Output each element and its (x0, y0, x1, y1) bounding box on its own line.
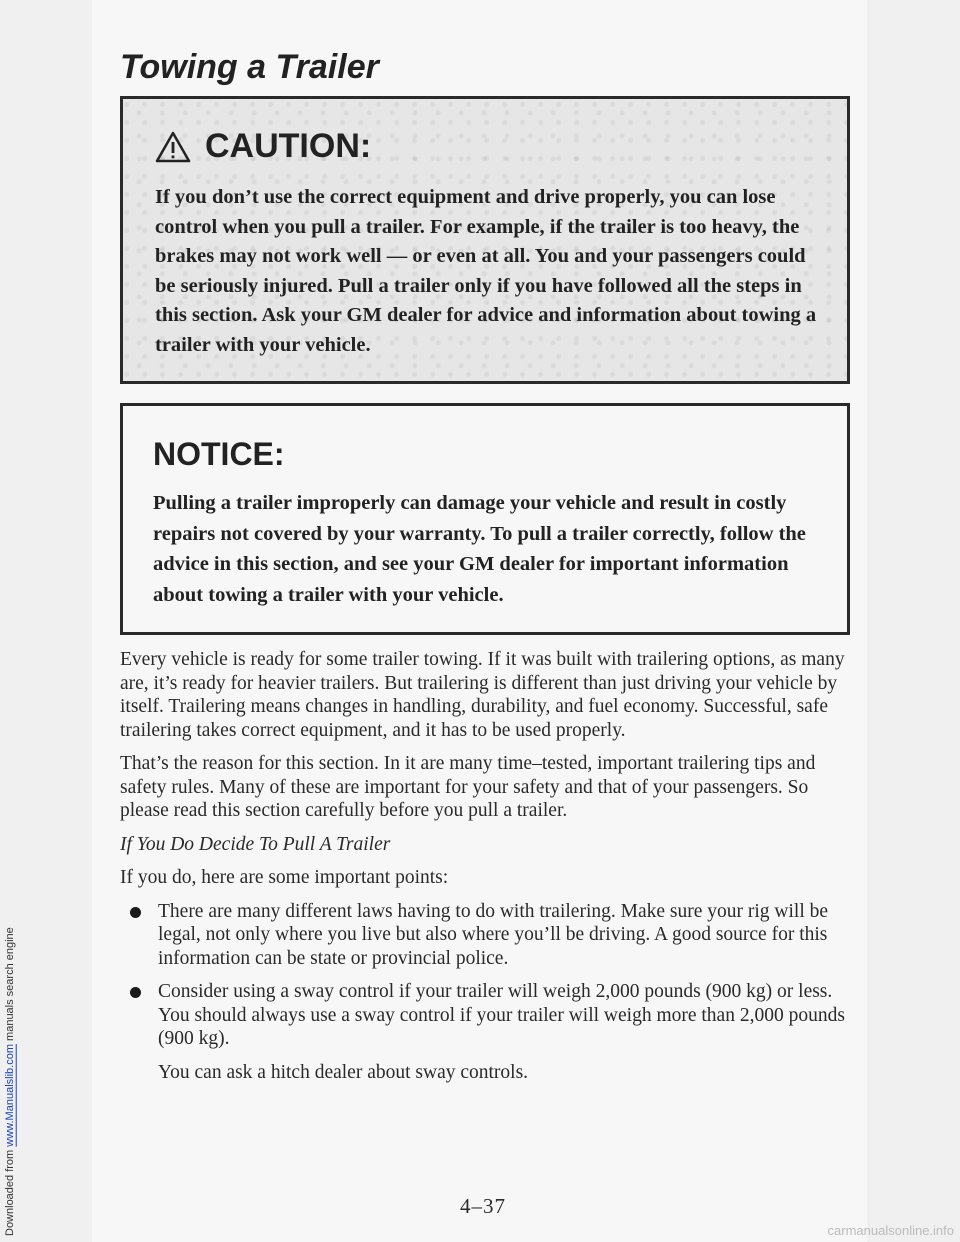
notice-box (120, 403, 850, 635)
list-item: There are many different laws having to do with trailering. Make sure your rig will be legal, not only where you live but also where you’ll be driving. A good source for this information can be state or provincial police. (120, 900, 860, 971)
list-item: Consider using a sway control if your trailer will weigh 2,000 pounds (900 kg) or less. You should always use a sway control if your trailer will weigh more than 2,000 pounds (900 kg). (120, 980, 860, 1051)
notice-text: Pulling a trailer improperly can damage your vehicle and result in costly repairs not covered by your warranty. To pull a trailer correctly, follow the advice in this section, and see your GM dealer for important information about towing a trailer with your vehicle. (153, 492, 806, 606)
caution-box (120, 96, 850, 384)
manualslib-link[interactable]: www.Manualslib.com (4, 1044, 16, 1147)
watermark: carmanualsonline.info (827, 1223, 954, 1238)
download-source-note: Downloaded from www.Manualslib.com manuals search engine (4, 927, 16, 1236)
points-intro: If you do, here are some important points: (120, 867, 449, 888)
reason-paragraph: That’s the reason for this section. In it are many time–tested, important trailering tips and safety rules. Many of these are important for your safety and that of your passengers. So please read this section carefully before you pull a trailer. (120, 753, 816, 821)
caution-text: If you don’t use the correct equipment and drive properly, you can lose control when you pull a trailer. For example, if the trailer is too heavy, the brakes may not work well — or even at all. You and your passengers could be seriously injured. Pull a trailer only if you have followed all the steps in this section. Ask your GM dealer for advice and information about towing a trailer with your vehicle. (155, 186, 817, 356)
warning-triangle-icon (155, 131, 191, 163)
bullet-icon (130, 907, 141, 918)
sway-control-note: You can ask a hitch dealer about sway controls. (158, 1061, 529, 1083)
points-list (120, 900, 860, 1051)
body-text (120, 648, 860, 1094)
page-number: 4–37 (460, 1194, 506, 1218)
notice-heading: NOTICE: (153, 436, 285, 472)
page-title: Towing a Trailer (120, 48, 379, 86)
caution-heading: CAUTION: (205, 127, 372, 165)
bullet-icon (130, 987, 141, 998)
caution-header (155, 127, 371, 166)
section-subheading: If You Do Decide To Pull A Trailer (120, 833, 391, 855)
intro-paragraph: Every vehicle is ready for some trailer towing. If it was built with trailering options, as many are, it’s ready for heavier trailers. But trailering is different than just driving your vehicle by itself. Trailering means changes in handling, durability, and fuel economy. Successful, safe trailering takes correct equipment, and it has to be used properly. (120, 649, 845, 741)
